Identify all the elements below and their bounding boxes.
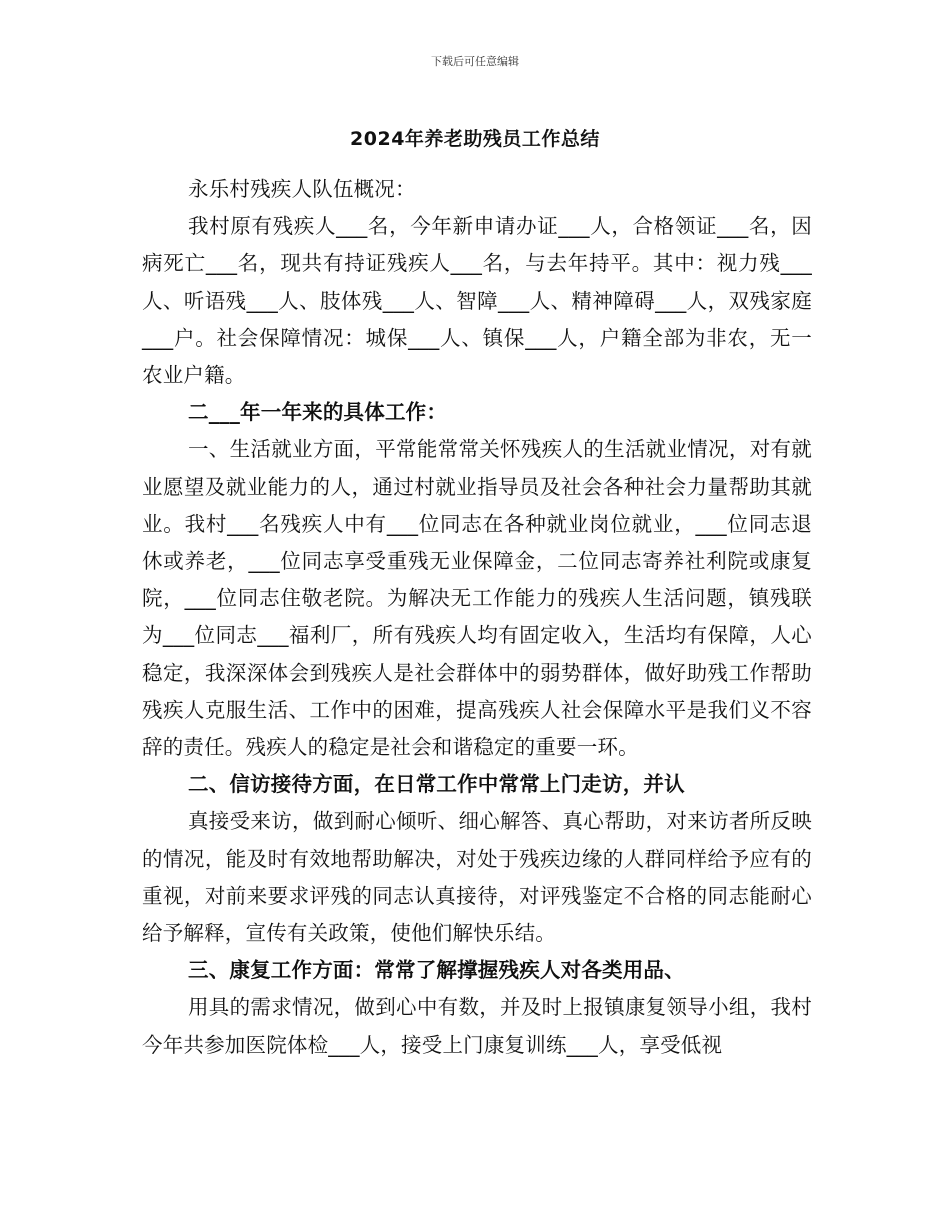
paragraph-intro: 永乐村残疾人队伍概况： — [188, 177, 416, 201]
document-body — [142, 171, 812, 1064]
section-heading-work: 二___年一年来的具体工作： — [188, 400, 448, 425]
header-note: 下载后可任意编辑 — [431, 55, 519, 68]
document-title: 2024年养老助残员工作总结 — [350, 128, 600, 150]
section-heading-rehab: 三、康复工作方面：常常了解撑握残疾人对各类用品、 — [188, 958, 685, 983]
paragraph-overview: 我村原有残疾人___名，今年新申请办证___人，合格领证___名，因病死亡___名，现共有持证残疾人___名，与去年持平。其中：视力残___人、听语残___人、肢体残___人、智障___人、精神障碍___人，双残家庭___户。社会保障情况：城保___人、镇保___人，户籍全部为非农，无一农业户籍。 — [142, 214, 812, 388]
paragraph-rehab: 用具的需求情况，做到心中有数，并及时上报镇康复领导小组，我村今年共参加医院体检___人，接受上门康复训练___人，享受低视 — [142, 995, 812, 1057]
paragraph-petition: 真接受来访，做到耐心倾听、细心解答、真心帮助，对来访者所反映的情况，能及时有效地帮助解决，对处于残疾边缘的人群同样给予应有的重视，对前来要求评残的同志认真接待，对评残鉴定不合格的同志能耐心给予解释，宣传有关政策，使他们解快乐结。 — [142, 809, 812, 946]
paragraph-employment: 一、生活就业方面，平常能常常关怀残疾人的生活就业情况，对有就业愿望及就业能力的人，通过村就业指导员及社会各种社会力量帮助其就业。我村___名残疾人中有___位同志在各种就业岗位就业，___位同志退休或养老，___位同志享受重残无业保障金，二位同志寄养社利院或康复院，___位同志住敬老院。为解决无工作能力的残疾人生活问题，镇残联为___位同志___福利厂，所有残疾人均有固定收入，生活均有保障，人心稳定，我深深体会到残疾人是社会群体中的弱势群体，做好助残工作帮助残疾人克服生活、工作中的困难，提高残疾人社会保障水平是我们义不容辞的责任。残疾人的稳定是社会和谐稳定的重要一环。 — [142, 437, 812, 760]
section-heading-petition: 二、信访接待方面，在日常工作中常常上门走访，并认 — [188, 772, 685, 797]
